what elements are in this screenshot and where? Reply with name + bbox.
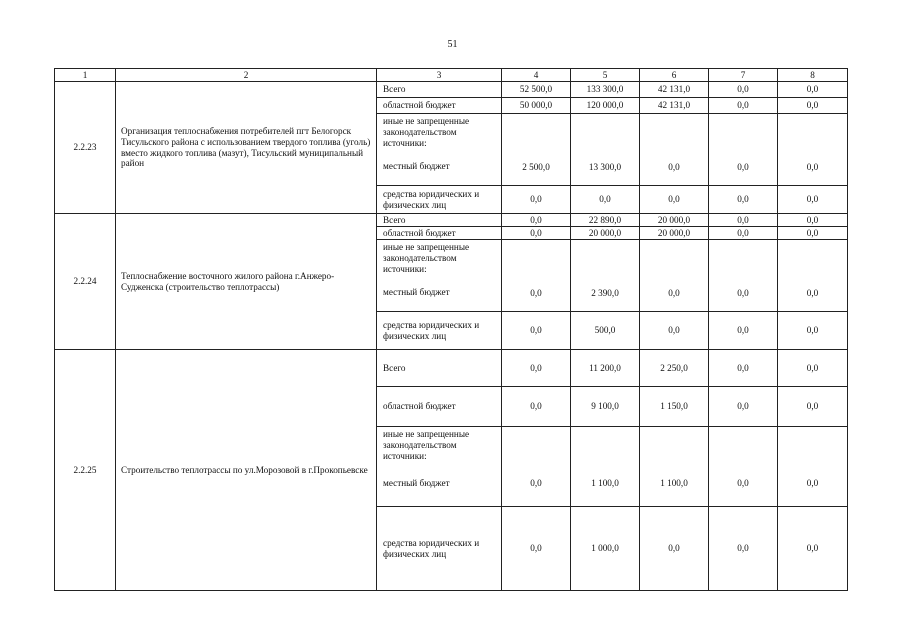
column-header: 3 bbox=[377, 69, 502, 82]
value-cell: 0,0 bbox=[502, 350, 571, 387]
value-cell: 0,0 bbox=[502, 387, 571, 427]
value-cell: 0,0 bbox=[709, 98, 778, 114]
funding-source-group bbox=[377, 427, 502, 507]
funding-source: областной бюджет bbox=[377, 387, 502, 427]
value-cell: 0,0 bbox=[640, 186, 709, 214]
value-cell: 0,0 bbox=[709, 507, 778, 591]
value-cell: 9 100,0 bbox=[571, 387, 640, 427]
value-cell: 1 100,0 bbox=[571, 427, 640, 507]
value-cell: 0,0 bbox=[709, 82, 778, 98]
value-cell: 0,0 bbox=[778, 240, 848, 312]
value-cell: 0,0 bbox=[778, 186, 848, 214]
funding-source: иные не запрещенные законодательством источники: bbox=[383, 429, 470, 461]
funding-subsource: местный бюджет bbox=[383, 161, 450, 172]
value-cell: 0,0 bbox=[778, 427, 848, 507]
value-cell: 0,0 bbox=[778, 214, 848, 227]
value-cell: 0,0 bbox=[778, 98, 848, 114]
funding-source-group bbox=[377, 114, 502, 186]
value-cell: 120 000,0 bbox=[571, 98, 640, 114]
item-code: 2.2.23 bbox=[55, 82, 116, 214]
value-cell: 0,0 bbox=[709, 186, 778, 214]
column-header: 8 bbox=[778, 69, 848, 82]
funding-source: иные не запрещенные законодательством источники: bbox=[383, 242, 470, 274]
table-row bbox=[55, 350, 848, 387]
column-header: 1 bbox=[55, 69, 116, 82]
funding-source: областной бюджет bbox=[377, 98, 502, 114]
funding-source: Всего bbox=[377, 214, 502, 227]
column-header: 5 bbox=[571, 69, 640, 82]
value-cell: 22 890,0 bbox=[571, 214, 640, 227]
value-cell: 50 000,0 bbox=[502, 98, 571, 114]
value-cell: 1 000,0 bbox=[571, 507, 640, 591]
table-row bbox=[55, 82, 848, 98]
value-cell: 0,0 bbox=[502, 227, 571, 240]
value-cell: 0,0 bbox=[709, 387, 778, 427]
table-row bbox=[55, 214, 848, 227]
value-cell: 42 131,0 bbox=[640, 82, 709, 98]
value-cell: 0,0 bbox=[502, 312, 571, 350]
column-header: 2 bbox=[116, 69, 377, 82]
value-cell: 0,0 bbox=[640, 240, 709, 312]
value-cell: 133 300,0 bbox=[571, 82, 640, 98]
value-cell: 0,0 bbox=[778, 227, 848, 240]
value-cell: 1 150,0 bbox=[640, 387, 709, 427]
value-cell: 0,0 bbox=[709, 114, 778, 186]
value-cell: 2 390,0 bbox=[571, 240, 640, 312]
value-cell: 0,0 bbox=[778, 507, 848, 591]
value-cell: 0,0 bbox=[640, 312, 709, 350]
value-cell: 0,0 bbox=[502, 186, 571, 214]
item-title: Теплоснабжение восточного жилого района г.Анжеро-Судженска (строительство теплотрассы) bbox=[116, 214, 377, 350]
column-header: 7 bbox=[709, 69, 778, 82]
item-code: 2.2.25 bbox=[55, 350, 116, 591]
budget-table bbox=[54, 68, 848, 591]
value-cell: 0,0 bbox=[709, 227, 778, 240]
value-cell: 42 131,0 bbox=[640, 98, 709, 114]
value-cell: 0,0 bbox=[640, 114, 709, 186]
item-code: 2.2.24 bbox=[55, 214, 116, 350]
funding-source: средства юридических и физических лиц bbox=[377, 507, 502, 591]
item-title: Строительство теплотрассы по ул.Морозовой в г.Прокопьевске bbox=[116, 350, 377, 591]
funding-subsource: местный бюджет bbox=[383, 478, 450, 489]
item-title: Организация теплоснабжения потребителей пгт Белогорск Тисульского района с использованием твердого топлива (уголь) вместо жидкого топлива (мазут), Тисульский муниципальный район bbox=[116, 82, 377, 214]
value-cell: 20 000,0 bbox=[640, 214, 709, 227]
value-cell: 0,0 bbox=[778, 387, 848, 427]
value-cell: 0,0 bbox=[502, 214, 571, 227]
value-cell: 11 200,0 bbox=[571, 350, 640, 387]
value-cell: 2 250,0 bbox=[640, 350, 709, 387]
value-cell: 0,0 bbox=[709, 240, 778, 312]
value-cell: 0,0 bbox=[709, 214, 778, 227]
funding-source: областной бюджет bbox=[377, 227, 502, 240]
funding-subsource: местный бюджет bbox=[383, 287, 450, 298]
value-cell: 0,0 bbox=[640, 507, 709, 591]
value-cell: 0,0 bbox=[778, 312, 848, 350]
value-cell: 0,0 bbox=[571, 186, 640, 214]
funding-source-group bbox=[377, 240, 502, 312]
value-cell: 20 000,0 bbox=[640, 227, 709, 240]
table-header-row bbox=[55, 69, 848, 82]
value-cell: 0,0 bbox=[709, 350, 778, 387]
column-header: 4 bbox=[502, 69, 571, 82]
value-cell: 2 500,0 bbox=[502, 114, 571, 186]
funding-source: средства юридических и физических лиц bbox=[377, 312, 502, 350]
value-cell: 0,0 bbox=[778, 82, 848, 98]
value-cell: 500,0 bbox=[571, 312, 640, 350]
funding-source: иные не запрещенные законодательством источники: bbox=[383, 116, 470, 148]
funding-source: Всего bbox=[377, 82, 502, 98]
value-cell: 0,0 bbox=[502, 240, 571, 312]
value-cell: 0,0 bbox=[778, 350, 848, 387]
funding-source: Всего bbox=[377, 350, 502, 387]
value-cell: 20 000,0 bbox=[571, 227, 640, 240]
column-header: 6 bbox=[640, 69, 709, 82]
value-cell: 0,0 bbox=[778, 114, 848, 186]
page-number: 51 bbox=[447, 39, 458, 50]
value-cell: 1 100,0 bbox=[640, 427, 709, 507]
value-cell: 0,0 bbox=[502, 427, 571, 507]
value-cell: 0,0 bbox=[709, 312, 778, 350]
value-cell: 0,0 bbox=[709, 427, 778, 507]
value-cell: 52 500,0 bbox=[502, 82, 571, 98]
value-cell: 0,0 bbox=[502, 507, 571, 591]
value-cell: 13 300,0 bbox=[571, 114, 640, 186]
funding-source: средства юридических и физических лиц bbox=[377, 186, 502, 214]
